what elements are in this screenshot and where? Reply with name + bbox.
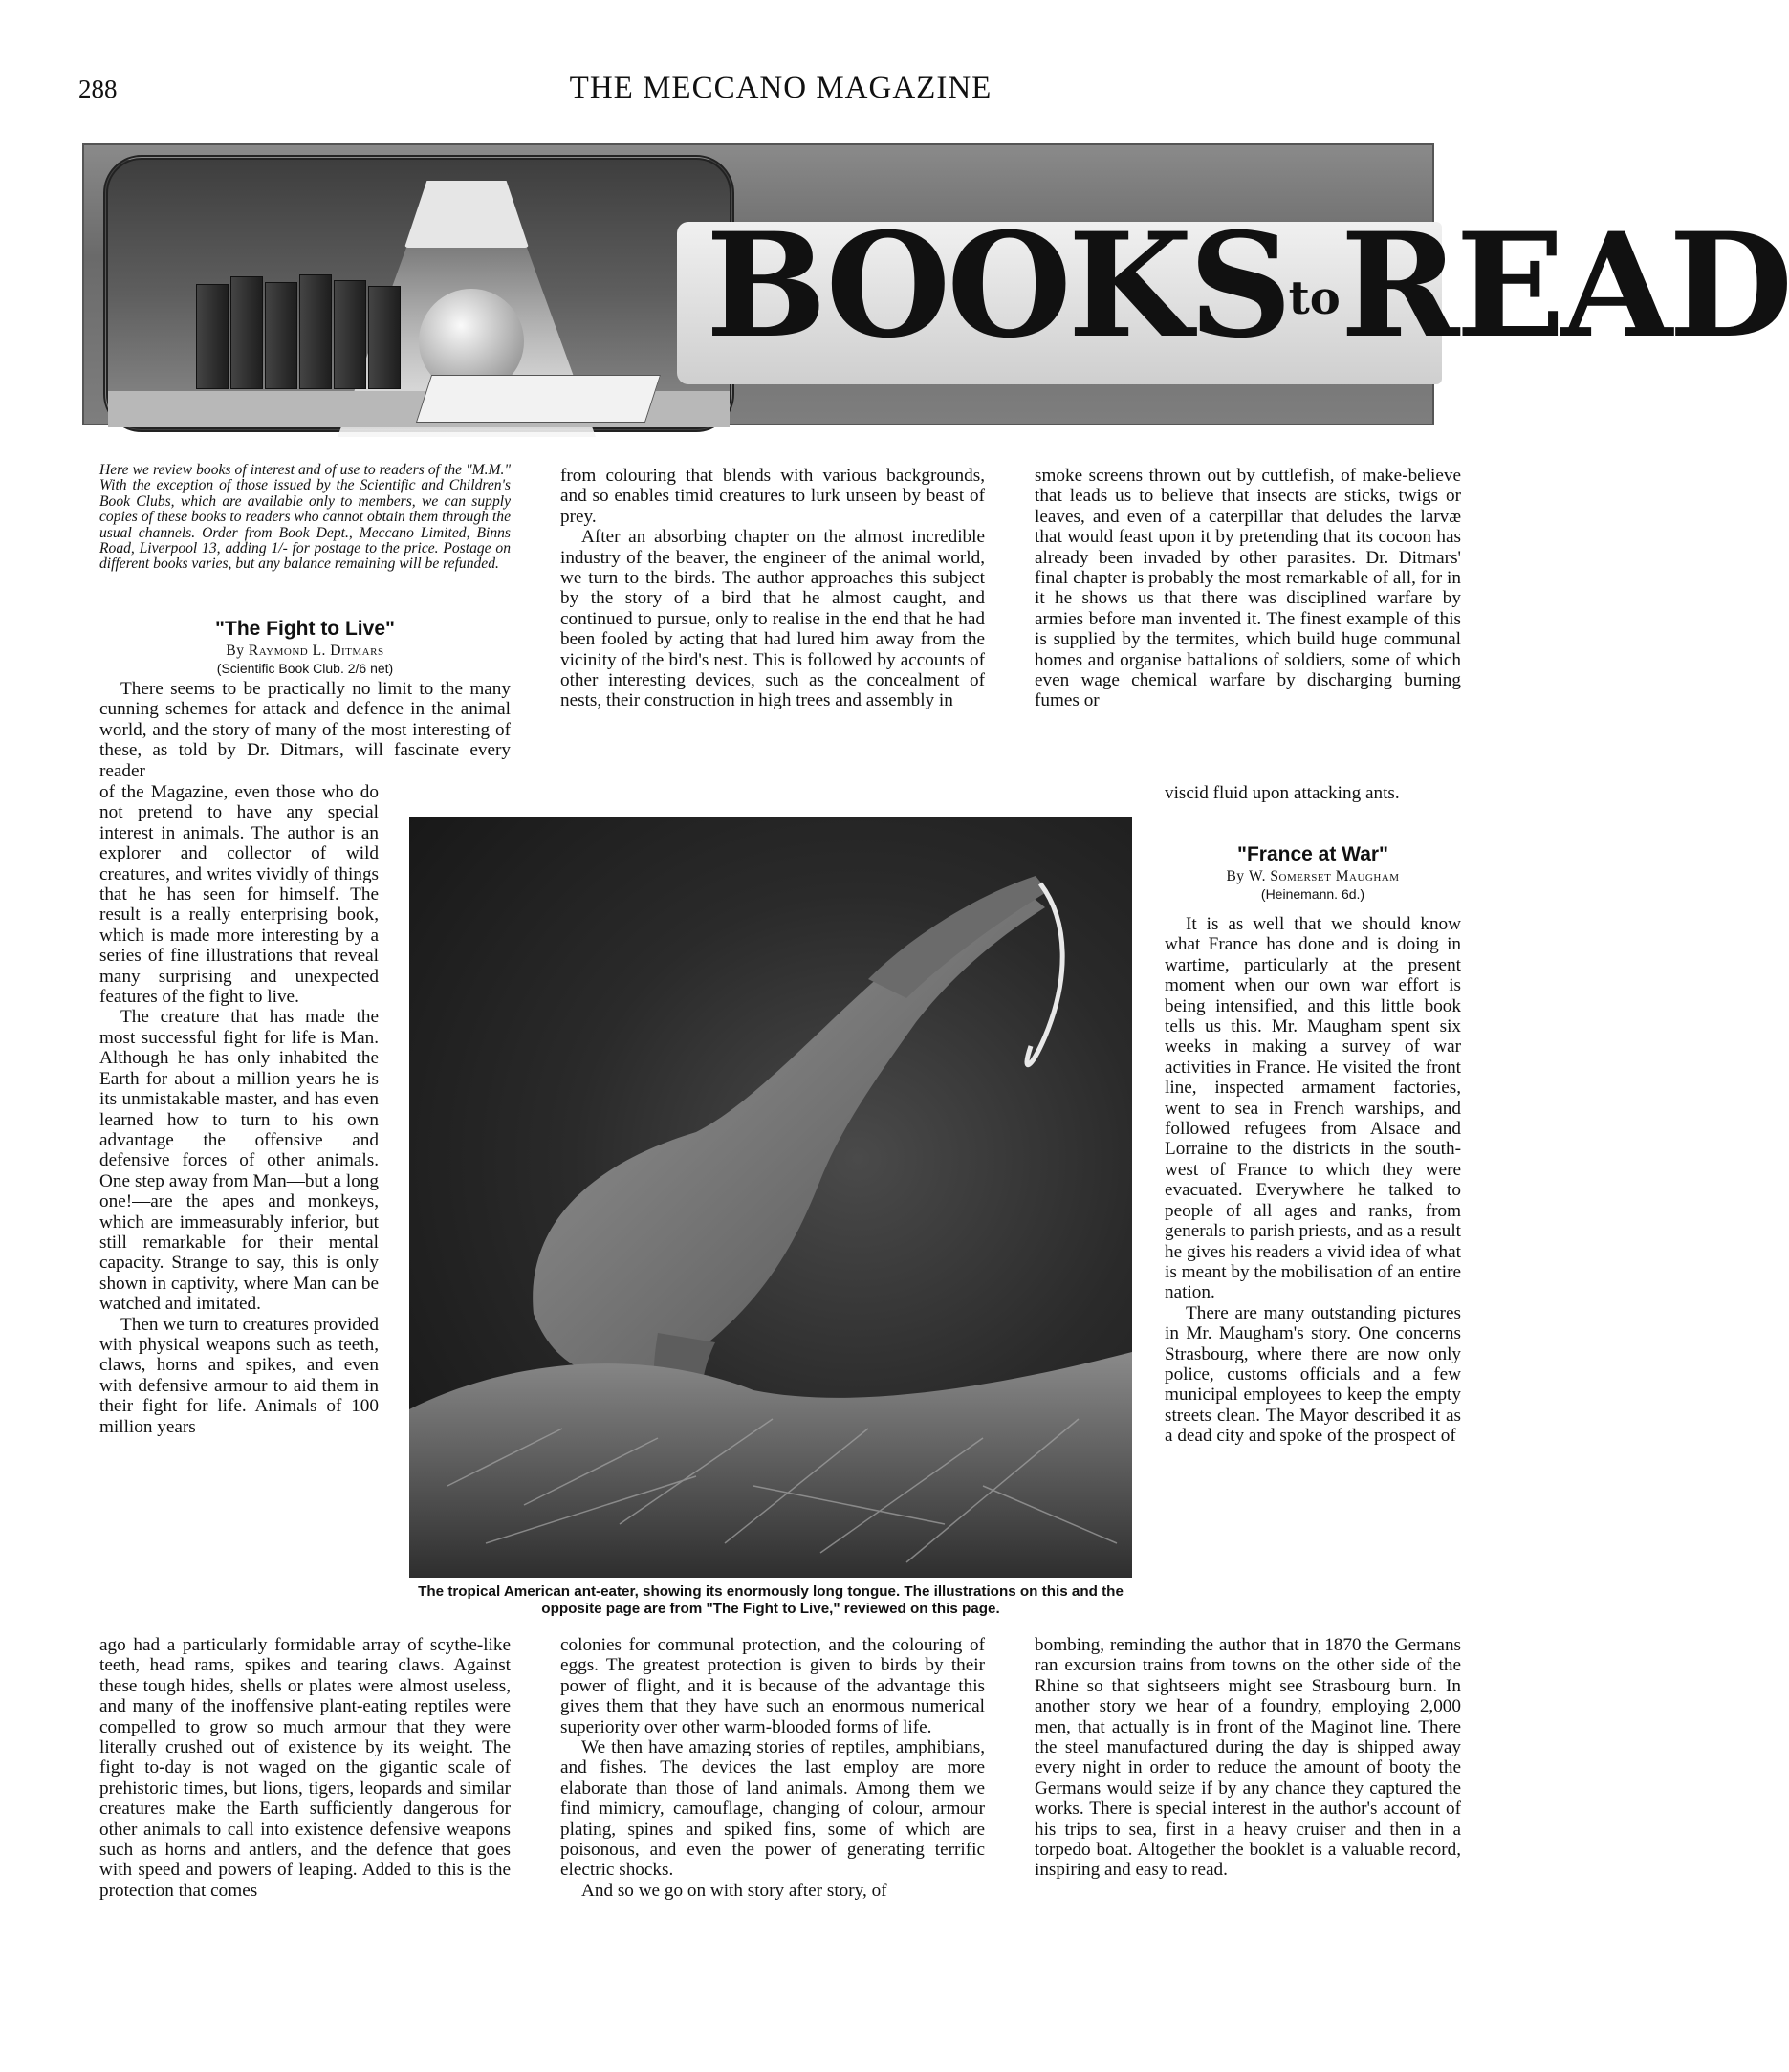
title-to: to [1288,272,1341,326]
paragraph: After an absorbing chapter on the almost incredible industry of the beaver, the engineer of the animal world, we turn to the birds. The author approaches this subject by the story of a bird that he almost caught, and continued to pursue, only to realise in the end that he had been fooled by acting that had lured him away from the vicinity of the bird's nest. This is followed by accounts of other interesting devices, such as the concealment of nests, their construction in high trees and assembly in [560,527,985,711]
book-spine-icon [265,282,297,389]
paragraph: And so we go on with story after story, of [581,1880,887,1901]
byline-prefix: By [226,643,245,659]
book-spine-icon [230,276,263,389]
paragraph: smoke screens thrown out by cuttlefish, of make-believe that leads us to believe that insects are sticks, twigs or leaves, and even of a caterpillar that deludes the larvæ that would feast upon it by pretending that its cocoon has already been invaded by other parasites. Dr. Ditmars' final chapter is probably the most remarkable of all, for in it he shows us that there was disciplined warfare by armies before man invented it. The finest example of this is supplied by the termites, which build huge communal homes and organise battalions of soldiers, some of which even wage chemical warfare by discharging burning fumes or [1035,466,1461,711]
open-book-icon [416,375,661,423]
paragraph: bombing, reminding the author that in 1870 the Germans ran excursion trains from towns on the other side of the Rhine so that sightseers might see Strasbourg burn. In another story we hear of a foundry, employing 2,000 men, that actually is in front of the Maginot line. There the steel manufactured during the day is shipped away every night in order to reduce the amount of booty the Germans would seize if by any chance they captured the works. There is special interest in the author's account of his trips to sea, first in a heavy cruiser and then in a torpedo boat. Altogether the booklet is a valuable record, inspiring and easy to read. [1035,1635,1461,1881]
column-3-bottom [1035,1635,1461,1881]
byline-prefix: By [1226,868,1245,884]
column-3-top [1035,466,1461,711]
paragraph: Then we turn to creatures provided with physical weapons such as teeth, claws, horns and spikes, and even with defensive armour to aid them in their fight for life. Animals of 100 million years [99,1314,379,1437]
column-2-bottom [560,1635,985,1901]
paragraph: It is as well that we should know what France has done and is doing in wartime, particularly at the present moment when our own war effort is being intensified, and this little book tells us this. Mr. Maugham spent six weeks in making a survey of war activities in France. He visited the front line, inspected armament factories, went to sea in French warships, and followed refugees from Alsace and Lorraine to the districts in the south-west of France to which they were evacuated. Everywhere he talked to people of all ages and ranks, from generals to parish priests, and as a result he gives his readers a vivid idea of what is meant by the mobilisation of an entire nation. [1165,914,1461,1303]
paragraph: There are many outstanding pictures in Mr. Maugham's story. One concerns Strasbourg, where there are now only police, customs officials and a few municipal employees to keep the empty streets clean. The Mayor described it as a dead city and spoke of the prospect of [1165,1302,1461,1447]
title-read: READ [1340,202,1789,370]
column-1-full [99,679,511,781]
paragraph: We then have amazing stories of reptiles, amphibians, and fishes. The devices the last employ are more elaborate than those of land animals. Among them we find mimicry, camouflage, changing of colour, armour plating, spines and spiked fins, some of which are poisonous, and even the power of generating terrific electric shocks. [560,1737,985,1881]
author-name: Raymond L. Ditmars [248,643,384,659]
intro-note: Here we review books of interest and of use to readers of the "M.M." With the exception of those issued by the Scientific and Children's Book Clubs, which are available only to members, we can supply copies of these books to readers who cannot obtain them through the usual channels. Order from Book Dept., Meccano Limited, Binns Road, Liverpool 13, adding 1/- for postage to the price. Postage on different books varies, but any balance remaining will be refunded. [99,462,511,573]
paragraph: of the Magazine, even those who do not pretend to have any special interest in animals. The author is an explorer and collector of wild creatures, and writes vividly of things that he has seen for himself. The result is a really enterprising book, which is made more interesting by a series of fine illustrations that reveal many surprising and unexpected features of the fight to live. [99,782,379,1008]
review-byline [1165,868,1461,903]
book-spine-icon [334,280,366,389]
review-title-france-at-war: "France at War" [1236,843,1388,865]
column-3-narrow [1165,914,1461,1447]
section-title [706,202,1789,370]
books-to-read-banner [82,143,1789,425]
anteater-photograph [409,817,1132,1578]
column-3-tail [1165,783,1461,803]
page-number: 288 [78,75,118,103]
paragraph: The creature that has made the most successful fight for life is Man. Although he has only inhabited the Earth for about a million years he is its unmistakable master, and has even learned how to turn to his own advantage the offensive and defensive forces of other animals. One step away from Man—but a long one!—are the apes and monkeys, which are immeasurably inferior, but still remarkable for their mental capacity. Strange to say, this is only shown in captivity, where Man can be watched and imitated. [99,1007,379,1315]
publisher-info: (Scientific Book Club. 2/6 net) [216,661,394,676]
title-books: BOOKS [706,202,1289,370]
author-name: W. Somerset Maugham [1248,868,1400,884]
paragraph: colonies for communal protection, and the colouring of eggs. The greatest protection is given to birds by their power of flight, and it is because of the advantage this gives them that they have such an enormous numerical superiority over other warm-blooded forms of life. [560,1635,985,1737]
book-spine-icon [368,286,401,389]
book-spine-icon [299,274,332,389]
photo-caption: The tropical American ant-eater, showing its enormously long tongue. The illustrations on this and the opposite page are from "The Fight to Live," reviewed on this page. [418,1583,1124,1617]
anteater-icon [409,817,1132,1578]
running-title: THE MECCANO MAGAZINE [569,71,993,105]
lamp-books-illustration [103,155,734,432]
paragraph: ago had a particularly formidable array of scythe-like teeth, head rams, spikes and tearing claws. Against these tough hides, shells or plates were almost useless, and many of the inoffensive plant-eating reptiles were compelled to grow so much armour that they were literally crushed out of existence by its weight. The fight to-day is not waged on the gigantic scale of prehistoric times, but lions, tigers, leopards and similar creatures make the Earth sufficiently dangerous for other animals to call into existence defensive weapons such as horns and antlers, and the defence that goes with speed and powers of leaping. Added to this is the protection that comes [99,1635,511,1901]
column-1-narrow [99,782,379,1437]
review-title-fight-to-live: "The Fight to Live" [215,618,395,640]
paragraph: viscid fluid upon attacking ants. [1165,783,1400,803]
column-1-bottom [99,1635,511,1901]
publisher-info: (Heinemann. 6d.) [1260,886,1365,902]
review-byline [99,643,511,677]
paragraph: from colouring that blends with various backgrounds, and so enables timid creatures to lurk unseen by beast of prey. [560,466,985,527]
paragraph: There seems to be practically no limit to the many cunning schemes for attack and defence in the animal world, and the story of many of the most interesting of these, as told by Dr. Ditmars, will fascinate every reader [99,679,511,781]
book-spine-icon [196,284,229,389]
lamp-shade-icon [404,181,529,248]
column-2-top [560,466,985,711]
